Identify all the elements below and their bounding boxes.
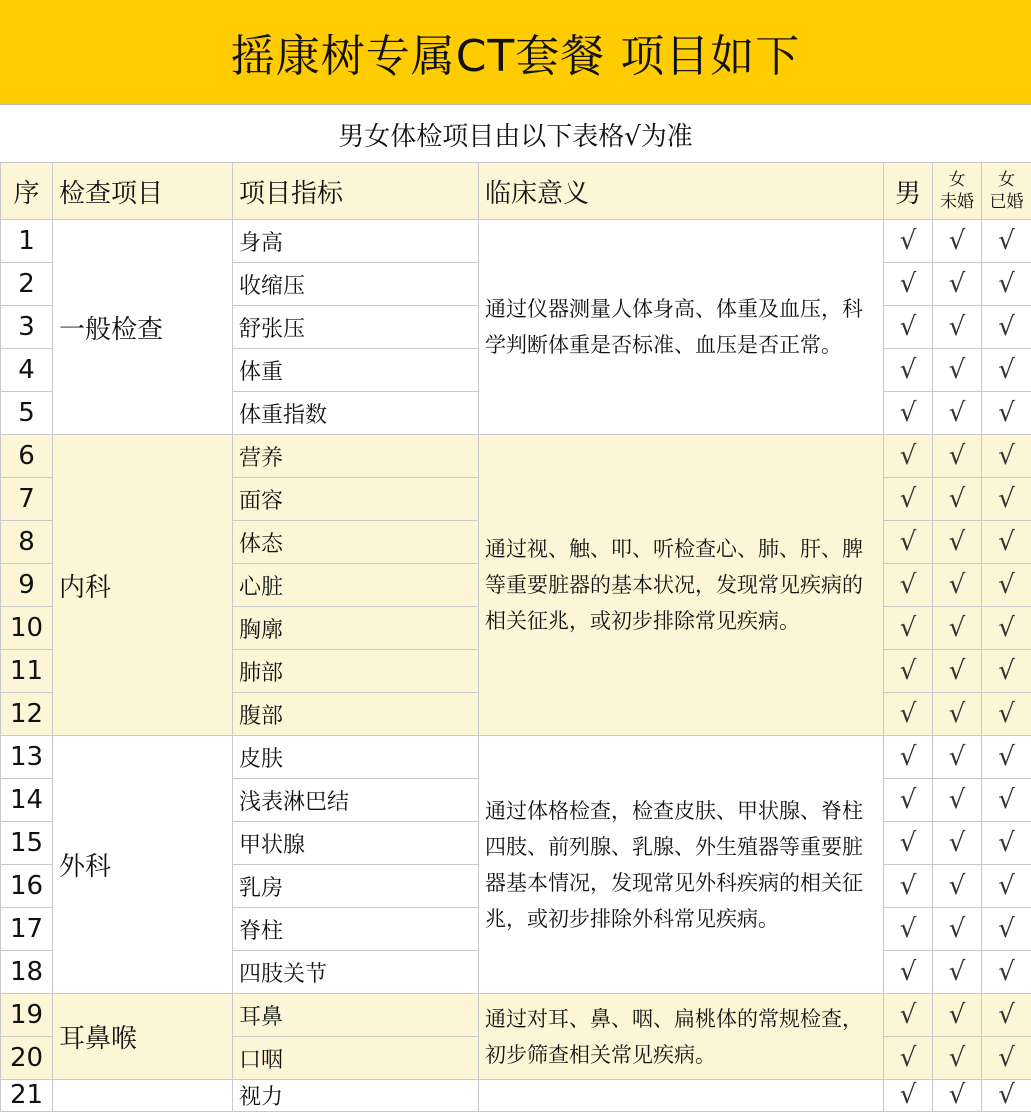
row-clinical-meaning: 通过体格检查，检查皮肤、甲状腺、脊柱四肢、前列腺、乳腺、外生殖器等重要脏器基本情况，发现常见外科疾病的相关征兆，或初步排除外科常见疾病。 bbox=[479, 736, 884, 994]
check-mark-male: √ bbox=[884, 951, 933, 994]
row-indicator: 身高 bbox=[233, 220, 479, 263]
header-category: 检查项目 bbox=[53, 163, 233, 220]
row-seq: 19 bbox=[1, 994, 53, 1037]
row-category: 外科 bbox=[53, 736, 233, 994]
check-mark-female-married: √ bbox=[982, 349, 1031, 392]
header-female-unmarried-line1: 女 bbox=[949, 170, 966, 190]
row-indicator: 收缩压 bbox=[233, 263, 479, 306]
check-mark-female-unmarried: √ bbox=[933, 263, 982, 306]
row-indicator: 视力 bbox=[233, 1080, 479, 1112]
row-seq: 21 bbox=[1, 1080, 53, 1112]
row-seq: 5 bbox=[1, 392, 53, 435]
check-mark-female-unmarried: √ bbox=[933, 779, 982, 822]
table-row bbox=[1, 994, 1031, 1037]
row-indicator: 面容 bbox=[233, 478, 479, 521]
check-mark-female-unmarried: √ bbox=[933, 392, 982, 435]
check-mark-male: √ bbox=[884, 478, 933, 521]
row-indicator: 耳鼻 bbox=[233, 994, 479, 1037]
check-mark-female-married: √ bbox=[982, 779, 1031, 822]
table-row bbox=[1, 220, 1031, 263]
header-female-married bbox=[982, 163, 1031, 220]
row-indicator: 四肢关节 bbox=[233, 951, 479, 994]
check-mark-female-unmarried: √ bbox=[933, 994, 982, 1037]
check-mark-female-unmarried: √ bbox=[933, 693, 982, 736]
row-indicator: 体重 bbox=[233, 349, 479, 392]
check-mark-male: √ bbox=[884, 822, 933, 865]
check-mark-female-unmarried: √ bbox=[933, 349, 982, 392]
check-mark-female-married: √ bbox=[982, 693, 1031, 736]
check-mark-female-unmarried: √ bbox=[933, 736, 982, 779]
page-title: 摇康树专属CT套餐 项目如下 bbox=[0, 0, 1031, 104]
header-indicator: 项目指标 bbox=[233, 163, 479, 220]
header-female-unmarried bbox=[933, 163, 982, 220]
table-row bbox=[1, 1080, 1031, 1112]
row-seq: 7 bbox=[1, 478, 53, 521]
check-mark-female-married: √ bbox=[982, 736, 1031, 779]
check-mark-female-married: √ bbox=[982, 392, 1031, 435]
check-mark-female-married: √ bbox=[982, 822, 1031, 865]
row-seq: 12 bbox=[1, 693, 53, 736]
check-mark-female-married: √ bbox=[982, 951, 1031, 994]
check-mark-male: √ bbox=[884, 564, 933, 607]
header-seq: 序 bbox=[1, 163, 53, 220]
row-indicator: 体重指数 bbox=[233, 392, 479, 435]
check-mark-female-unmarried: √ bbox=[933, 478, 982, 521]
table-body bbox=[1, 220, 1031, 1112]
check-mark-female-married: √ bbox=[982, 306, 1031, 349]
row-seq: 10 bbox=[1, 607, 53, 650]
check-mark-female-unmarried: √ bbox=[933, 435, 982, 478]
table-header bbox=[1, 163, 1031, 220]
check-mark-female-unmarried: √ bbox=[933, 1080, 982, 1112]
check-mark-male: √ bbox=[884, 1037, 933, 1080]
check-mark-female-married: √ bbox=[982, 1037, 1031, 1080]
check-mark-male: √ bbox=[884, 435, 933, 478]
header-female-unmarried-line2: 未婚 bbox=[940, 192, 974, 212]
check-mark-female-married: √ bbox=[982, 607, 1031, 650]
row-seq: 1 bbox=[1, 220, 53, 263]
row-seq: 11 bbox=[1, 650, 53, 693]
check-mark-male: √ bbox=[884, 1080, 933, 1112]
check-mark-female-unmarried: √ bbox=[933, 865, 982, 908]
row-indicator: 口咽 bbox=[233, 1037, 479, 1080]
header-female-married-line1: 女 bbox=[998, 170, 1015, 190]
check-mark-female-married: √ bbox=[982, 564, 1031, 607]
row-category: 耳鼻喉 bbox=[53, 994, 233, 1080]
row-seq: 13 bbox=[1, 736, 53, 779]
row-indicator: 皮肤 bbox=[233, 736, 479, 779]
header-female-married-line2: 已婚 bbox=[990, 192, 1024, 212]
check-mark-female-married: √ bbox=[982, 263, 1031, 306]
check-mark-female-married: √ bbox=[982, 220, 1031, 263]
row-indicator: 心脏 bbox=[233, 564, 479, 607]
check-mark-male: √ bbox=[884, 693, 933, 736]
row-indicator: 舒张压 bbox=[233, 306, 479, 349]
row-seq: 2 bbox=[1, 263, 53, 306]
check-mark-female-unmarried: √ bbox=[933, 650, 982, 693]
row-category bbox=[53, 1080, 233, 1112]
row-seq: 6 bbox=[1, 435, 53, 478]
check-mark-female-married: √ bbox=[982, 521, 1031, 564]
check-mark-male: √ bbox=[884, 994, 933, 1037]
check-mark-female-married: √ bbox=[982, 1080, 1031, 1112]
check-mark-male: √ bbox=[884, 607, 933, 650]
check-mark-female-unmarried: √ bbox=[933, 822, 982, 865]
check-mark-male: √ bbox=[884, 263, 933, 306]
row-category: 一般检查 bbox=[53, 220, 233, 435]
check-mark-female-married: √ bbox=[982, 994, 1031, 1037]
check-mark-female-unmarried: √ bbox=[933, 607, 982, 650]
row-indicator: 胸廓 bbox=[233, 607, 479, 650]
checkup-table bbox=[0, 162, 1031, 1112]
check-mark-male: √ bbox=[884, 650, 933, 693]
check-mark-female-unmarried: √ bbox=[933, 306, 982, 349]
check-mark-male: √ bbox=[884, 521, 933, 564]
check-mark-female-married: √ bbox=[982, 478, 1031, 521]
check-mark-female-married: √ bbox=[982, 908, 1031, 951]
row-seq: 3 bbox=[1, 306, 53, 349]
row-indicator: 营养 bbox=[233, 435, 479, 478]
row-seq: 16 bbox=[1, 865, 53, 908]
row-seq: 20 bbox=[1, 1037, 53, 1080]
row-clinical-meaning bbox=[479, 1080, 884, 1112]
check-mark-female-married: √ bbox=[982, 435, 1031, 478]
row-indicator: 脊柱 bbox=[233, 908, 479, 951]
row-seq: 15 bbox=[1, 822, 53, 865]
row-seq: 18 bbox=[1, 951, 53, 994]
row-indicator: 浅表淋巴结 bbox=[233, 779, 479, 822]
row-indicator: 乳房 bbox=[233, 865, 479, 908]
check-mark-male: √ bbox=[884, 306, 933, 349]
header-male: 男 bbox=[884, 163, 933, 220]
check-mark-male: √ bbox=[884, 865, 933, 908]
check-mark-female-married: √ bbox=[982, 650, 1031, 693]
check-mark-female-unmarried: √ bbox=[933, 1037, 982, 1080]
table-row bbox=[1, 736, 1031, 779]
header-meaning: 临床意义 bbox=[479, 163, 884, 220]
row-indicator: 腹部 bbox=[233, 693, 479, 736]
page-subtitle: 男女体检项目由以下表格√为准 bbox=[0, 104, 1031, 164]
row-seq: 8 bbox=[1, 521, 53, 564]
check-mark-female-unmarried: √ bbox=[933, 220, 982, 263]
row-indicator: 甲状腺 bbox=[233, 822, 479, 865]
row-clinical-meaning: 通过对耳、鼻、咽、扁桃体的常规检查，初步筛查相关常见疾病。 bbox=[479, 994, 884, 1080]
check-mark-male: √ bbox=[884, 392, 933, 435]
row-clinical-meaning: 通过仪器测量人体身高、体重及血压，科学判断体重是否标准、血压是否正常。 bbox=[479, 220, 884, 435]
row-category: 内科 bbox=[53, 435, 233, 736]
check-mark-male: √ bbox=[884, 349, 933, 392]
table-row bbox=[1, 435, 1031, 478]
check-mark-male: √ bbox=[884, 736, 933, 779]
check-mark-female-married: √ bbox=[982, 865, 1031, 908]
row-seq: 4 bbox=[1, 349, 53, 392]
row-clinical-meaning: 通过视、触、叩、听检查心、肺、肝、脾等重要脏器的基本状况，发现常见疾病的相关征兆，或初步排除常见疾病。 bbox=[479, 435, 884, 736]
check-mark-female-unmarried: √ bbox=[933, 564, 982, 607]
row-seq: 17 bbox=[1, 908, 53, 951]
row-indicator: 体态 bbox=[233, 521, 479, 564]
check-mark-female-unmarried: √ bbox=[933, 908, 982, 951]
row-seq: 14 bbox=[1, 779, 53, 822]
check-mark-female-unmarried: √ bbox=[933, 951, 982, 994]
check-mark-male: √ bbox=[884, 220, 933, 263]
check-mark-female-unmarried: √ bbox=[933, 521, 982, 564]
row-indicator: 肺部 bbox=[233, 650, 479, 693]
row-seq: 9 bbox=[1, 564, 53, 607]
check-mark-male: √ bbox=[884, 908, 933, 951]
check-mark-male: √ bbox=[884, 779, 933, 822]
